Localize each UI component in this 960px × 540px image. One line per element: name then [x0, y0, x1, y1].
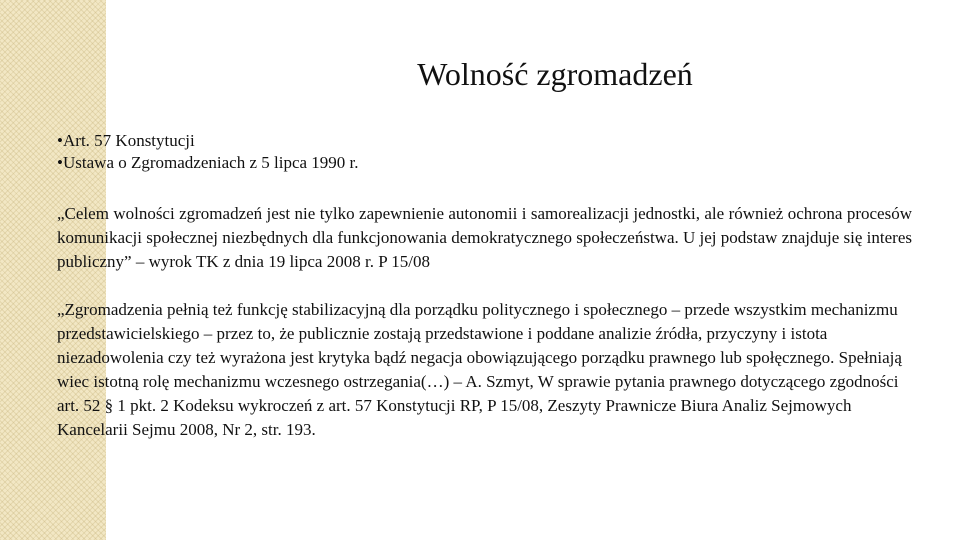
bullet-item — [57, 130, 359, 152]
quote-paragraph: „Zgromadzenia pełnią też funkcję stabilizacyjną dla porządku politycznego i społecznego – przede wszystkim mechanizmu przedstawicielskiego – przez to, że publicznie zostają przedstawione i poddane analizie źródła, przyczyny i istota niezadowolenia czy też wyrażona jest krytyka bądź negacja obowiązującego porządku prawnego lub społęcznego. Spełniają wiec istotną rolę mechanizmu wczesnego ostrzegania(…) – A. Szmyt, W sprawie pytania prawnego dotyczącego zgodności art. 52 § 1 pkt. 2 Kodeksu wykroczeń z art. 57 Konstytucji RP, P 15/08, Zeszyty Prawnicze Biura Analiz Sejmowych Kancelarii Sejmu 2008, Nr 2, str. 193. — [57, 300, 902, 439]
bullet-text: Art. 57 Konstytucji — [63, 131, 195, 150]
bullet-item — [57, 152, 359, 174]
quote-paragraph: „Celem wolności zgromadzeń jest nie tylko zapewnienie autonomii i samorealizacji jednostki, ale również ochrona procesów komunikacji społecznej niezbędnych dla funkcjonowania demokratycznego społeczeństwa. U jej podstaw znajduje się interes publiczny” – wyrok TK z dnia 19 lipca 2008 r. P 15/08 — [57, 204, 912, 271]
slide-title: Wolność zgromadzeń — [417, 56, 693, 92]
bullet-dot-icon: • — [57, 131, 63, 150]
bullet-text: Ustawa o Zgromadzeniach z 5 lipca 1990 r. — [63, 153, 359, 172]
bullet-list — [57, 130, 359, 174]
bullet-dot-icon: • — [57, 153, 63, 172]
